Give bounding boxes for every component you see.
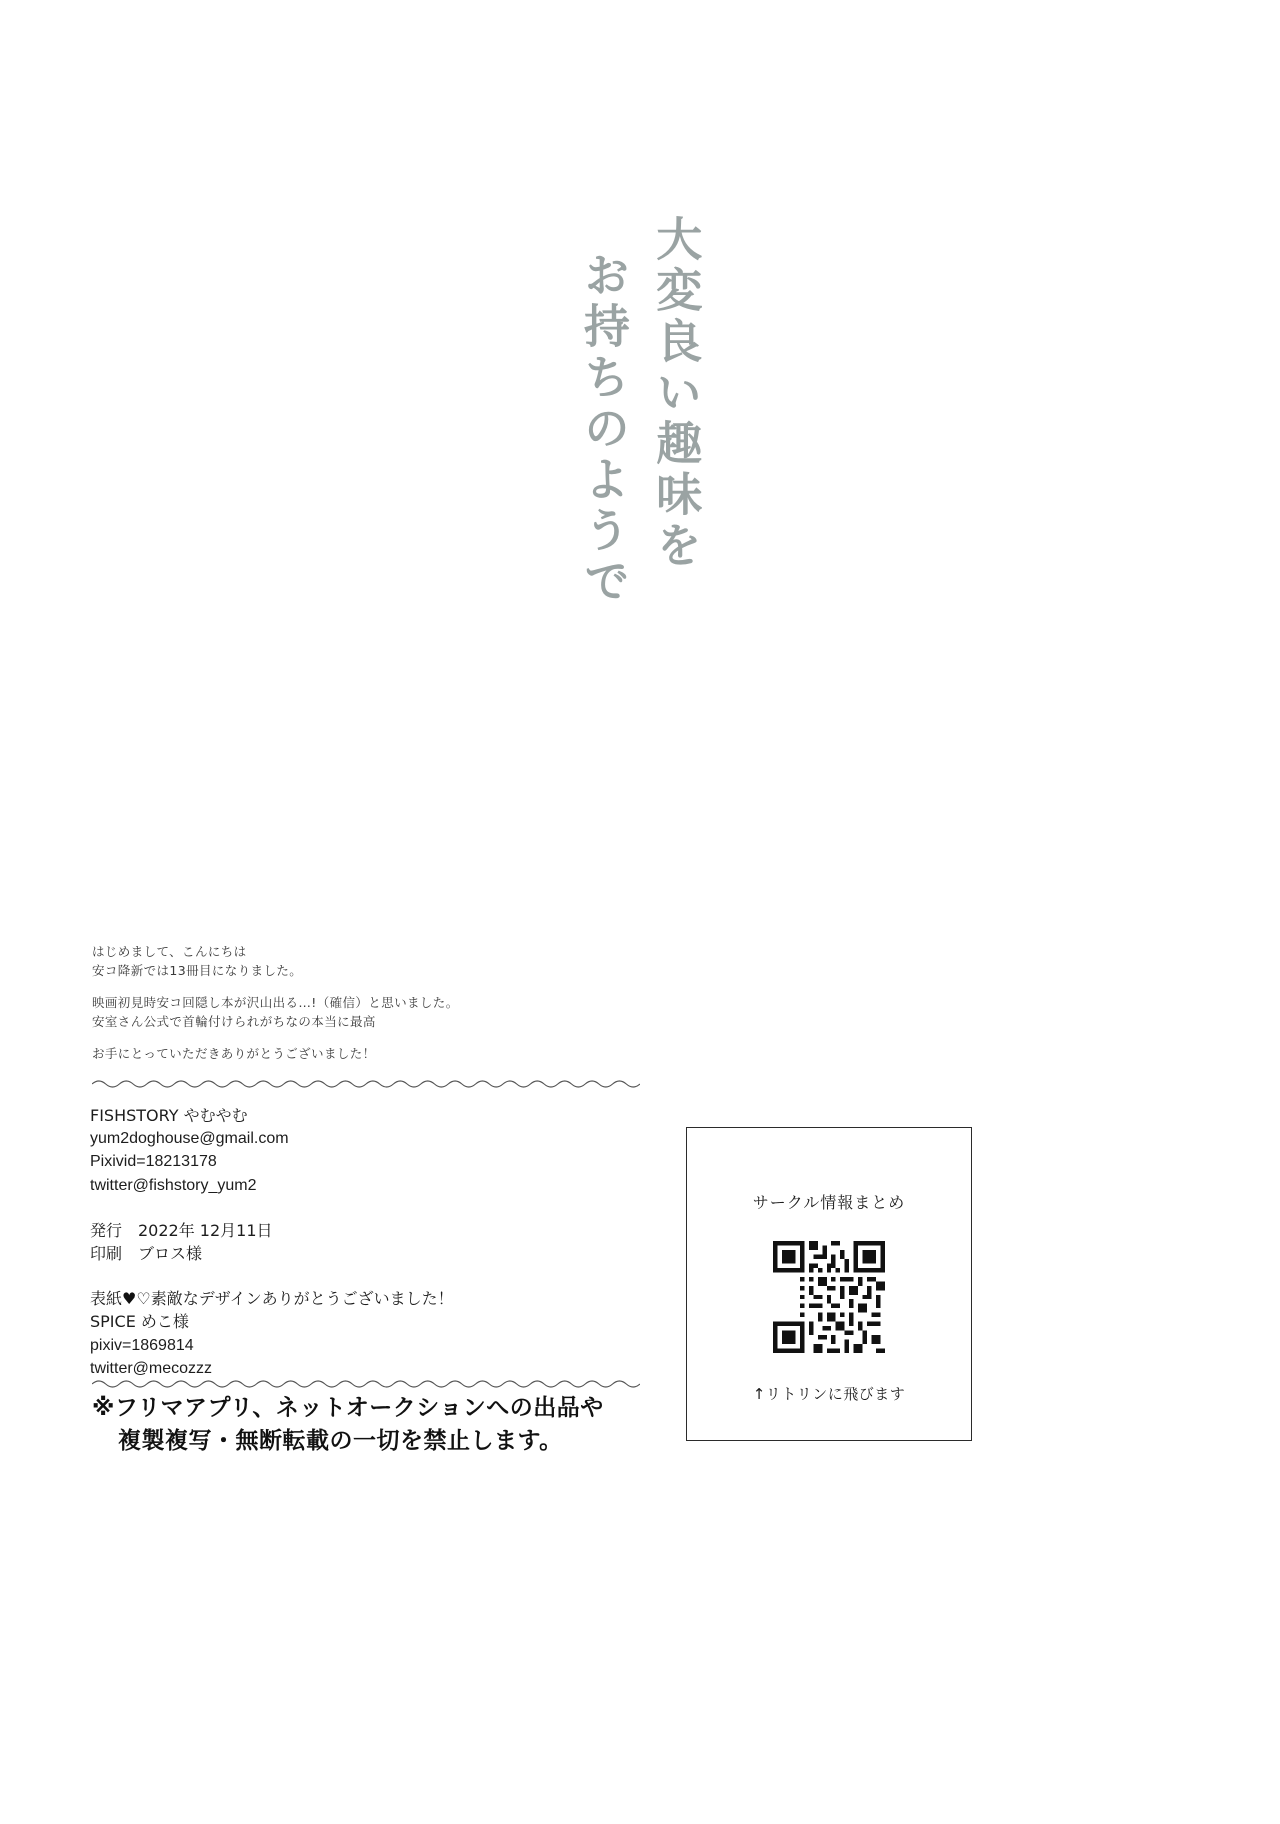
heart-outline-icon: ♡ bbox=[136, 1289, 151, 1309]
qr-panel-caption: ↑リトリンに飛びます bbox=[752, 1385, 906, 1403]
notice-line-1: ※フリマアプリ、ネットオークションへの出品や bbox=[92, 1395, 604, 1421]
colophon-publication-info bbox=[90, 1219, 690, 1265]
afterword-paragraph-1 bbox=[92, 942, 732, 981]
pixiv-id: Pixivid=18213178 bbox=[90, 1153, 217, 1171]
cover-credit-prefix: 表紙 bbox=[90, 1289, 123, 1309]
cover-credit-suffix: 素敵なデザインありがとうございました！ bbox=[150, 1289, 454, 1309]
twitter-handle: twitter@fishstory_yum2 bbox=[90, 1176, 257, 1194]
afterword-p3-line-1: お手にとっていただきありがとうございました！ bbox=[92, 1045, 376, 1061]
afterword-p1-line-2: 安コ降新では13冊目になりました。 bbox=[92, 963, 303, 979]
designer-twitter: twitter@mecozzz bbox=[90, 1359, 213, 1377]
page-title-line-1: 大変良い趣味を bbox=[649, 215, 704, 572]
printer-name: 印刷 ブロス様 bbox=[90, 1243, 203, 1263]
colophon-credits bbox=[90, 1287, 690, 1380]
qr-panel-title: サークル情報まとめ bbox=[752, 1193, 906, 1212]
notice-line-2: 複製複写・無断転載の一切を禁止します。 bbox=[118, 1428, 563, 1455]
afterword-p1-line-1: はじめまして、こんにちは bbox=[92, 944, 247, 959]
divider-wavy-bottom bbox=[92, 1378, 640, 1390]
afterword-text bbox=[92, 942, 732, 1063]
designer-pixiv: pixiv=1869814 bbox=[90, 1336, 194, 1354]
page-title-line-2: お持ちのようで bbox=[577, 251, 631, 608]
divider-wavy-top bbox=[92, 1078, 640, 1090]
afterword-paragraph-2 bbox=[92, 993, 732, 1032]
qr-code-icon[interactable] bbox=[773, 1241, 885, 1353]
contact-email: yum2doghouse@gmail.com bbox=[90, 1130, 289, 1148]
cover-credit-line bbox=[90, 1287, 690, 1310]
page-title bbox=[0, 215, 1280, 608]
heart-filled-icon: ♥ bbox=[122, 1289, 137, 1309]
afterword-p2-line-2: 安室さん公式で首輪付けられがちなの本当に最高 bbox=[92, 1014, 376, 1030]
afterword-paragraph-3 bbox=[92, 1044, 732, 1063]
circle-name: FISHSTORY やむやむ bbox=[90, 1106, 248, 1125]
reproduction-notice bbox=[92, 1392, 732, 1459]
circle-info-panel bbox=[686, 1127, 972, 1441]
colophon-circle-info bbox=[90, 1104, 690, 1197]
colophon bbox=[90, 1104, 690, 1380]
afterword-p2-line-1: 映画初見時安コ回隠し本が沢山出る…!（確信）と思いました。 bbox=[92, 994, 459, 1010]
publish-date: 発行 2022年 12月11日 bbox=[90, 1220, 273, 1240]
designer-circle: SPICE めこ様 bbox=[90, 1312, 189, 1332]
